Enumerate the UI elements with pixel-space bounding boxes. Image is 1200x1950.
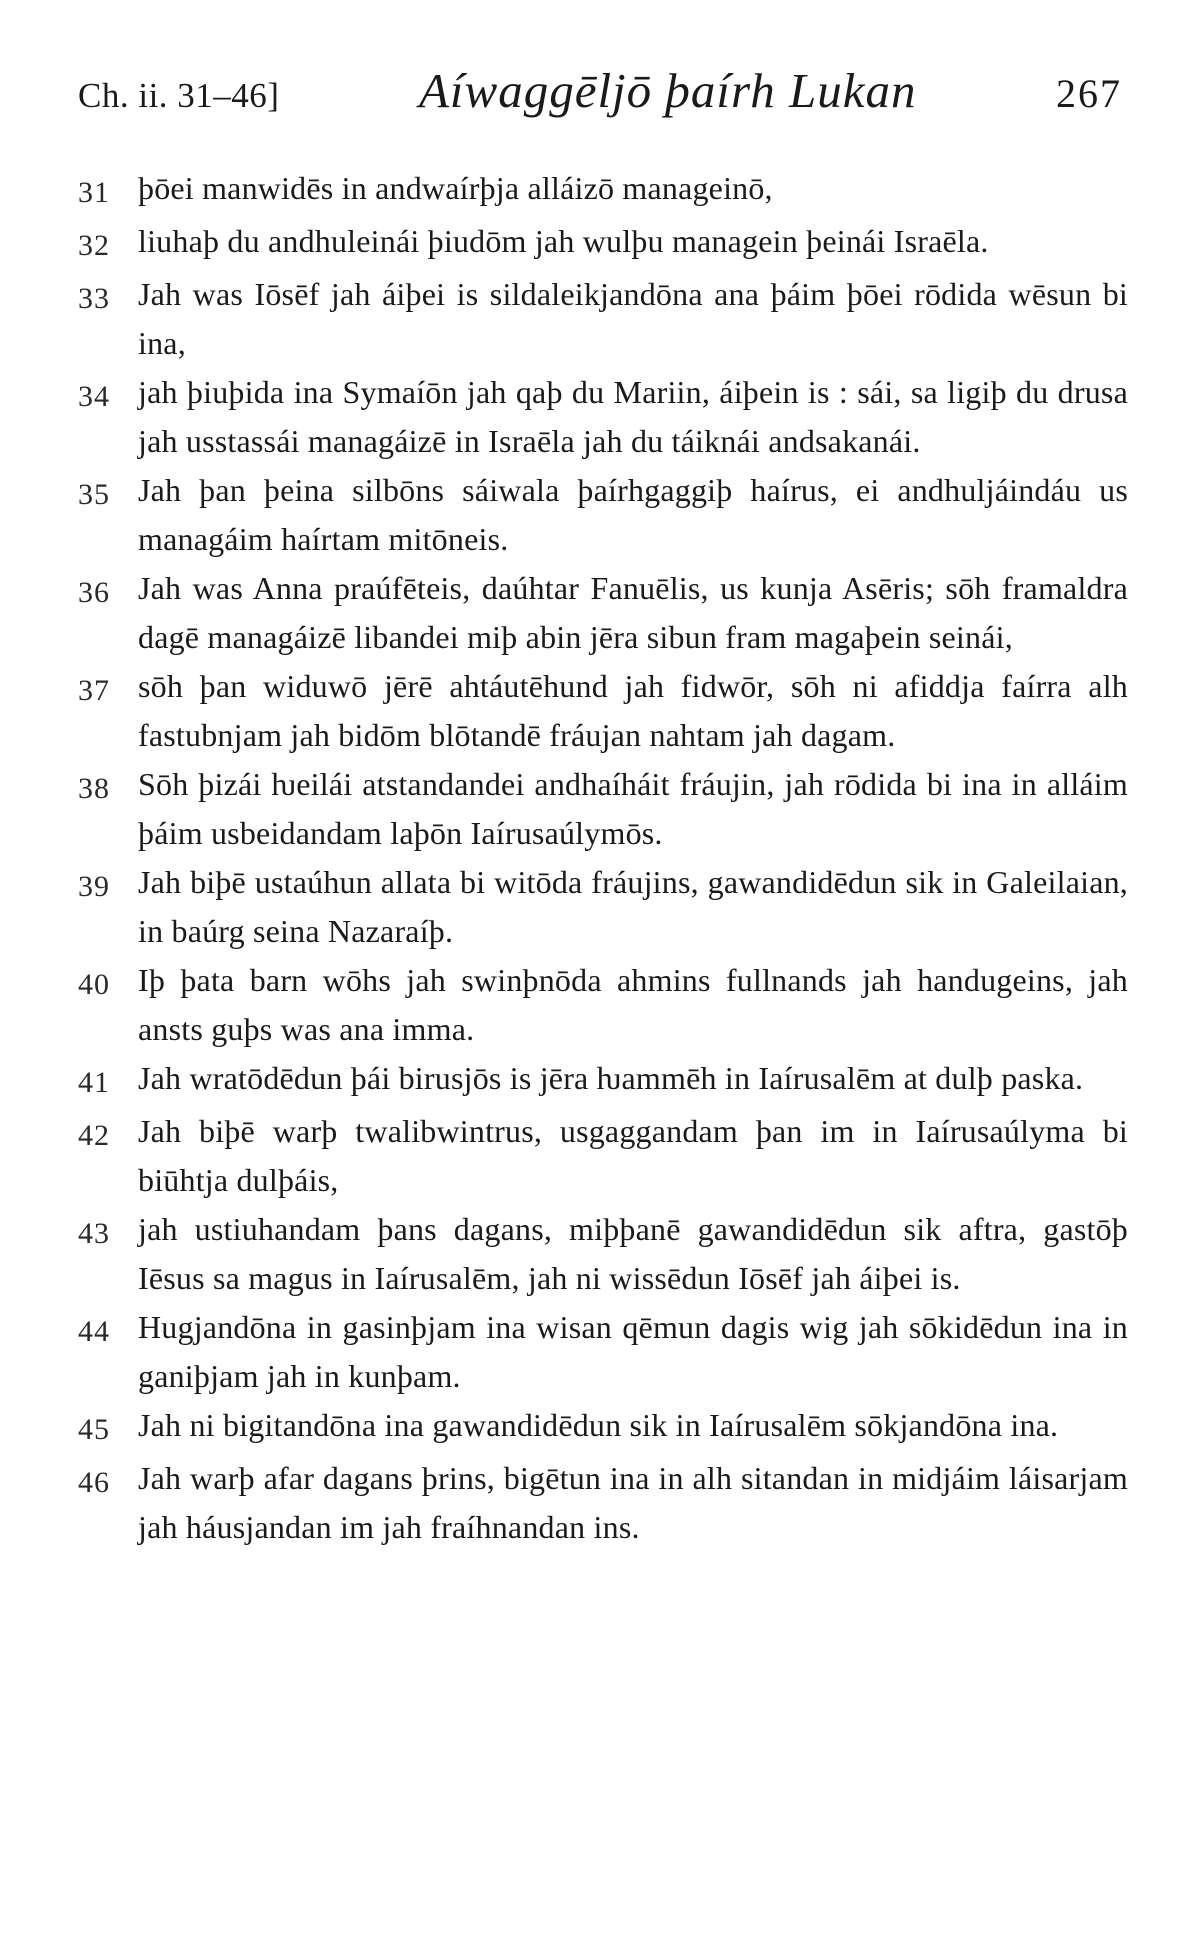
verse-text: Jah wratōdēdun þái birusjōs is jēra ƕammēh in Iaírusalēm at dulþ paska. [138, 1060, 1084, 1096]
verse-text: Jah warþ afar dagans þrins, bigētun ina in alh sitandan in midjáim láisarjam jah háusjandan im jah fraíhnandan ins. [138, 1460, 1128, 1545]
verse-number: 44 [78, 1315, 110, 1348]
verse-number: 40 [78, 968, 110, 1001]
verse-43 [78, 1205, 1128, 1303]
verse-text: Jah þan þeina silbōns sáiwala þaírhgaggiþ haírus, ei andhuljáindáu us managáim haírtam mitōneis. [138, 472, 1128, 557]
verse-number: 41 [78, 1066, 110, 1099]
verse-text: Jah ni bigitandōna ina gawandidēdun sik in Iaírusalēm sōkjandōna ina. [138, 1407, 1059, 1443]
verse-text: Jah was Iōsēf jah áiþei is sildaleikjandōna ana þáim þōei rōdida wēsun bi ina, [138, 276, 1128, 361]
verse-31 [78, 164, 1128, 217]
chapter-reference: Ch. ii. 31–46] [78, 76, 280, 115]
verse-number: 37 [78, 674, 110, 707]
verse-number: 45 [78, 1413, 110, 1446]
verse-text: jah þiuþida ina Symaíōn jah qaþ du Mariin, áiþein is : sái, sa ligiþ du drusa jah usstassái managáizē in Israēla jah du táiknái andsakanái. [138, 374, 1128, 459]
verse-39 [78, 858, 1128, 956]
verse-46 [78, 1454, 1128, 1552]
verse-number: 43 [78, 1217, 110, 1250]
page-number: 267 [1056, 71, 1122, 116]
verse-number: 36 [78, 576, 110, 609]
verse-40 [78, 956, 1128, 1054]
verse-45 [78, 1401, 1128, 1454]
running-head [78, 62, 1122, 132]
verse-44 [78, 1303, 1128, 1401]
verse-text: þōei manwidēs in andwaírþja alláizō manageinō, [138, 170, 773, 206]
verse-number: 39 [78, 870, 110, 903]
verse-38 [78, 760, 1128, 858]
verse-number: 33 [78, 282, 110, 315]
verse-number: 35 [78, 478, 110, 511]
verse-number: 31 [78, 176, 110, 209]
verse-33 [78, 270, 1128, 368]
verse-41 [78, 1054, 1128, 1107]
verse-36 [78, 564, 1128, 662]
verse-34 [78, 368, 1128, 466]
verse-number: 32 [78, 229, 110, 262]
verse-text: Jah biþē ustaúhun allata bi witōda fráujins, gawandidēdun sik in Galeilaian, in baúrg seina Nazaraíþ. [138, 864, 1128, 949]
verse-37 [78, 662, 1128, 760]
verse-text: Sōh þizái ƕeilái atstandandei andhaíháit fráujin, jah rōdida bi ina in alláim þáim usbeidandam laþōn Iaírusaúlymōs. [138, 766, 1128, 851]
verse-text: liuhaþ du andhuleinái þiudōm jah wulþu managein þeinái Israēla. [138, 223, 989, 259]
verse-number: 34 [78, 380, 110, 413]
verse-number: 42 [78, 1119, 110, 1152]
verse-text: Hugjandōna in gasinþjam ina wisan qēmun dagis wig jah sōkidēdun ina in ganiþjam jah in kunþam. [138, 1309, 1128, 1394]
verse-text: sōh þan widuwō jērē ahtáutēhund jah fidwōr, sōh ni afiddja faírra alh fastubnjam jah bidōm blōtandē fráujan nahtam jah dagam. [138, 668, 1128, 753]
verse-text: Jah was Anna praúfēteis, daúhtar Fanuēlis, us kunja Asēris; sōh framaldra dagē managáizē libandei miþ abin jēra sibun fram magaþein seinái, [138, 570, 1128, 655]
verse-number: 38 [78, 772, 110, 805]
verse-text: Iþ þata barn wōhs jah swinþnōda ahmins fullnands jah handugeins, jah ansts guþs was ana imma. [138, 962, 1128, 1047]
page-title: Aíwaggēljō þaírh Lukan [418, 63, 917, 118]
verse-list [78, 164, 1128, 1552]
verse-number: 46 [78, 1466, 110, 1499]
verse-35 [78, 466, 1128, 564]
verse-text: jah ustiuhandam þans dagans, miþþanē gawandidēdun sik aftra, gastōþ Iēsus sa magus in Iaírusalēm, jah ni wissēdun Iōsēf jah áiþei is. [138, 1211, 1128, 1296]
verse-32 [78, 217, 1128, 270]
verse-text: Jah biþē warþ twalibwintrus, usgaggandam þan im in Iaírusaúlyma bi biūhtja dulþáis, [138, 1113, 1128, 1198]
verse-42 [78, 1107, 1128, 1205]
